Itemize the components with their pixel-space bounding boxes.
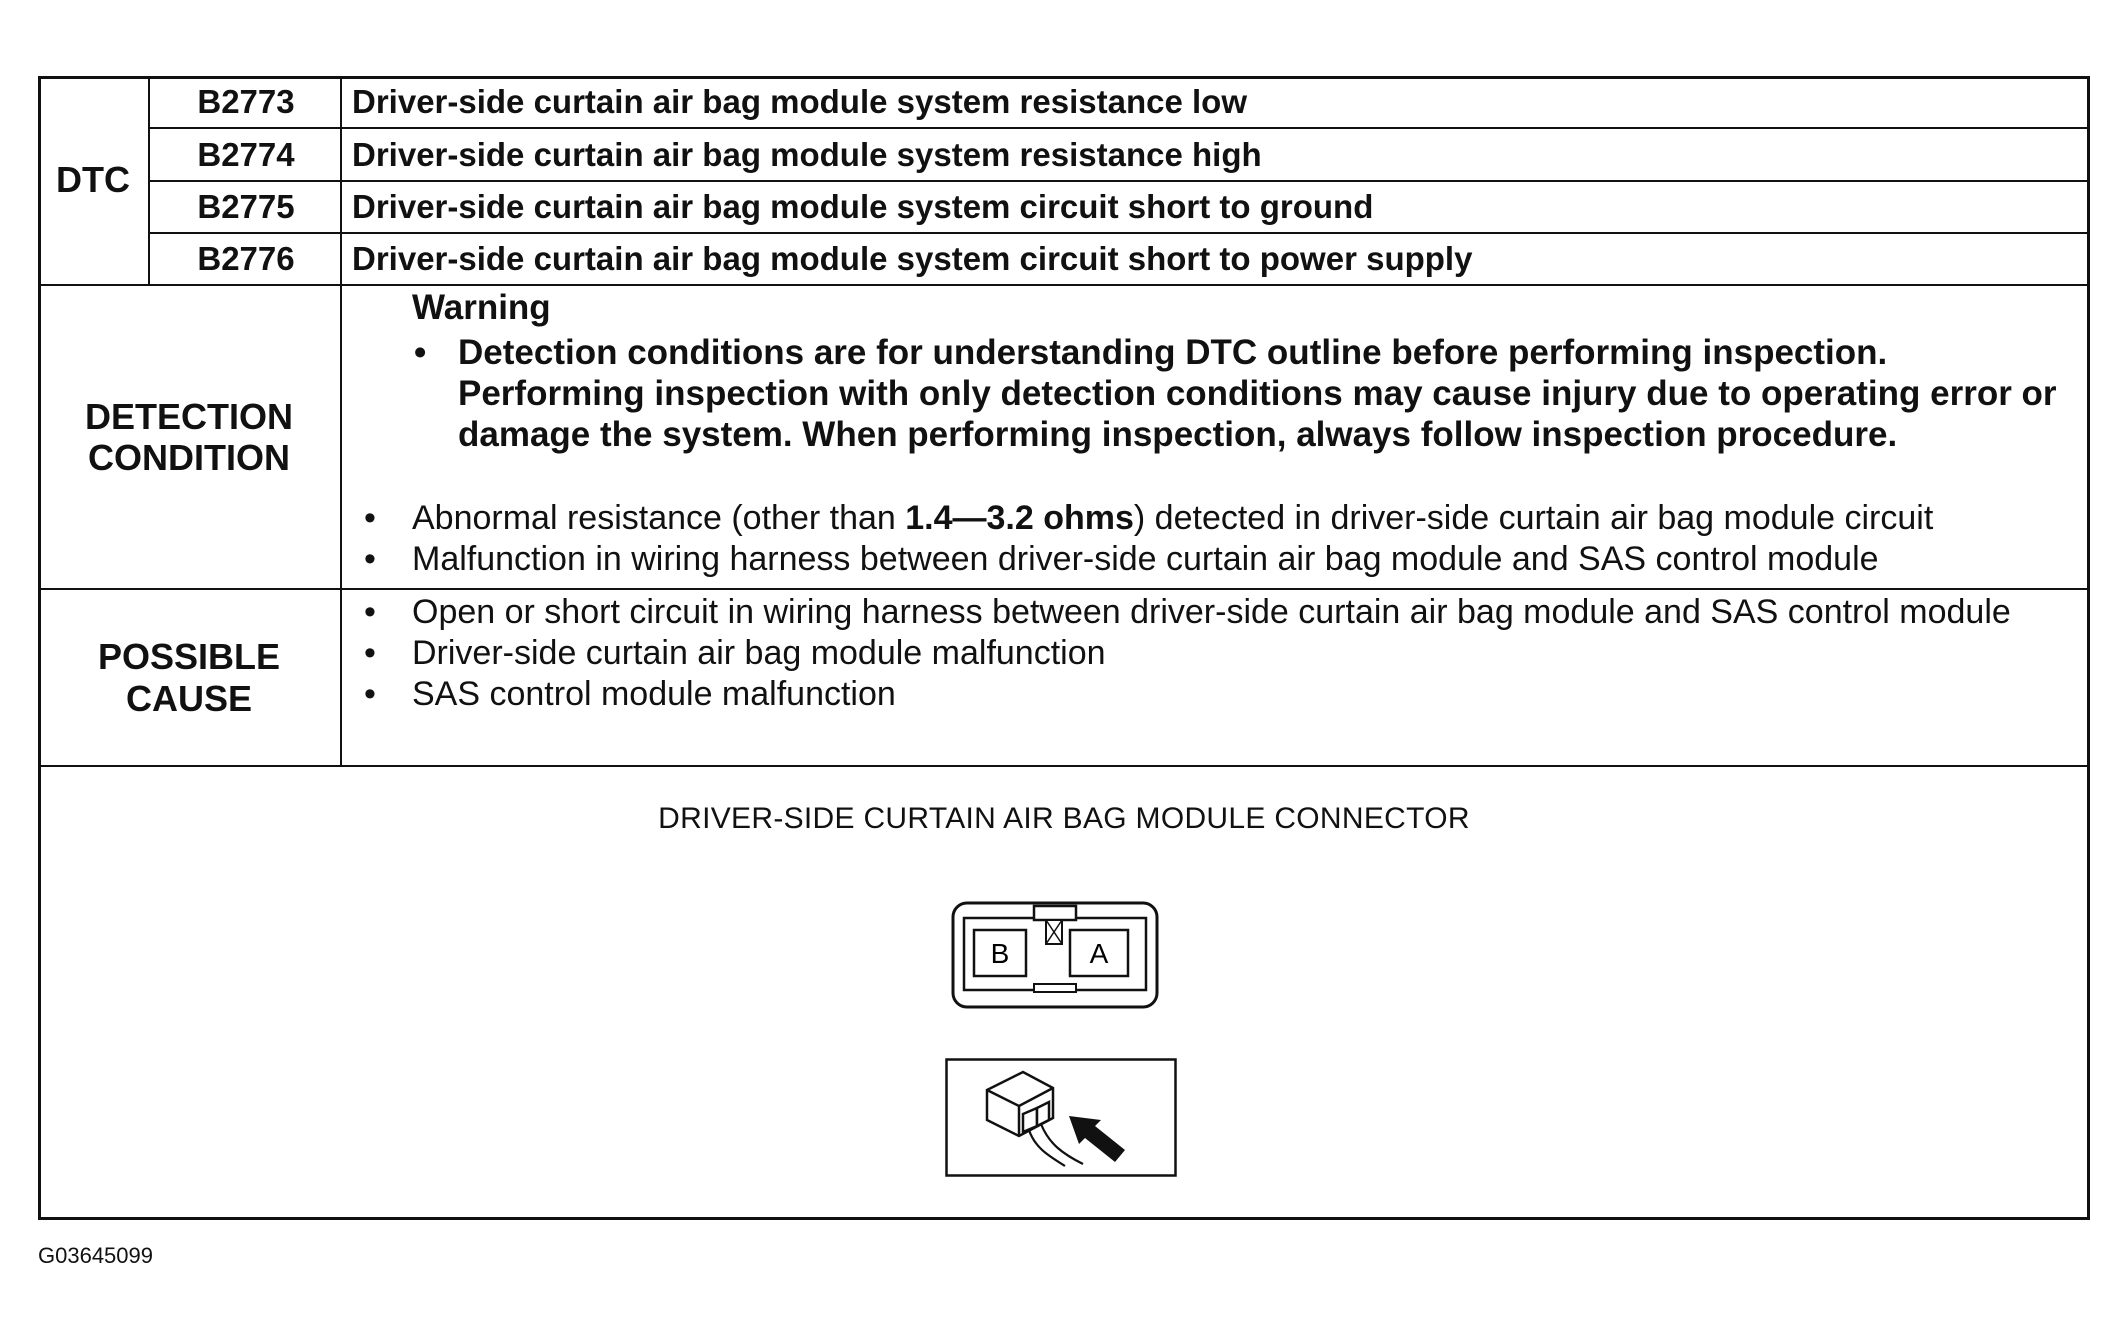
possible-cause-label (38, 590, 340, 765)
connector-title: DRIVER-SIDE CURTAIN AIR BAG MODULE CONNECTOR (658, 802, 1470, 835)
dtc-code: B2773 (197, 83, 295, 120)
cause-label-line2: CAUSE (125, 677, 253, 719)
warning-list (412, 332, 2080, 455)
dtc-code: B2775 (197, 188, 295, 225)
detection-bullet-resistance (362, 498, 2082, 539)
possible-cause-list (362, 592, 2052, 715)
detection-label-line1: DETECTION (84, 395, 293, 437)
detection-label-line2: CONDITION (88, 437, 290, 478)
row-divider-cause (38, 588, 2090, 590)
pin-a-label: A (1089, 938, 1109, 969)
cause-label-line1: POSSIBLE (97, 636, 281, 678)
harness-side-view-icon (945, 1058, 1177, 1178)
dtc-description: Driver-side curtain air bag module system resistance high (352, 136, 1262, 173)
warning-text: • Detection conditions are for understanding DTC outline before performing inspection. Performing inspection with only detection conditions may cause injury due to operating error or damage the system. When performing inspection, always follow inspection procedure. (412, 332, 2080, 455)
bullet-text: ) detected in driver-side curtain air bag module circuit (1133, 499, 1934, 537)
pin-b-label: B (990, 938, 1010, 969)
resistance-range: 1.4—3.2 ohms (905, 499, 1134, 537)
bullet-text: Abnormal resistance (other than (412, 499, 906, 537)
figure-code: G03645099 (38, 1243, 153, 1268)
detection-bullet-wiring: • Malfunction in wiring harness between driver-side curtain air bag module and SAS control module (362, 539, 2082, 580)
cause-item: • Driver-side curtain air bag module malfunction (362, 633, 2052, 674)
dtc-description: Driver-side curtain air bag module system resistance low (352, 83, 1247, 120)
detection-condition-label (38, 286, 340, 588)
warning-title: Warning (412, 288, 551, 327)
detection-bullets (362, 498, 2082, 580)
cause-item: • SAS control module malfunction (362, 674, 2052, 715)
row-divider-connector (38, 765, 2090, 767)
connector-face-diagram (950, 900, 1160, 1010)
dtc-label: DTC (56, 159, 130, 201)
dtc-code: B2774 (197, 136, 295, 173)
cause-item: • Open or short circuit in wiring harness between driver-side curtain air bag module and SAS control module (362, 592, 2052, 633)
dtc-description: Driver-side curtain air bag module system circuit short to ground (352, 188, 1374, 225)
dtc-code: B2776 (197, 240, 295, 277)
dtc-description: Driver-side curtain air bag module system circuit short to power supply (352, 240, 1473, 277)
